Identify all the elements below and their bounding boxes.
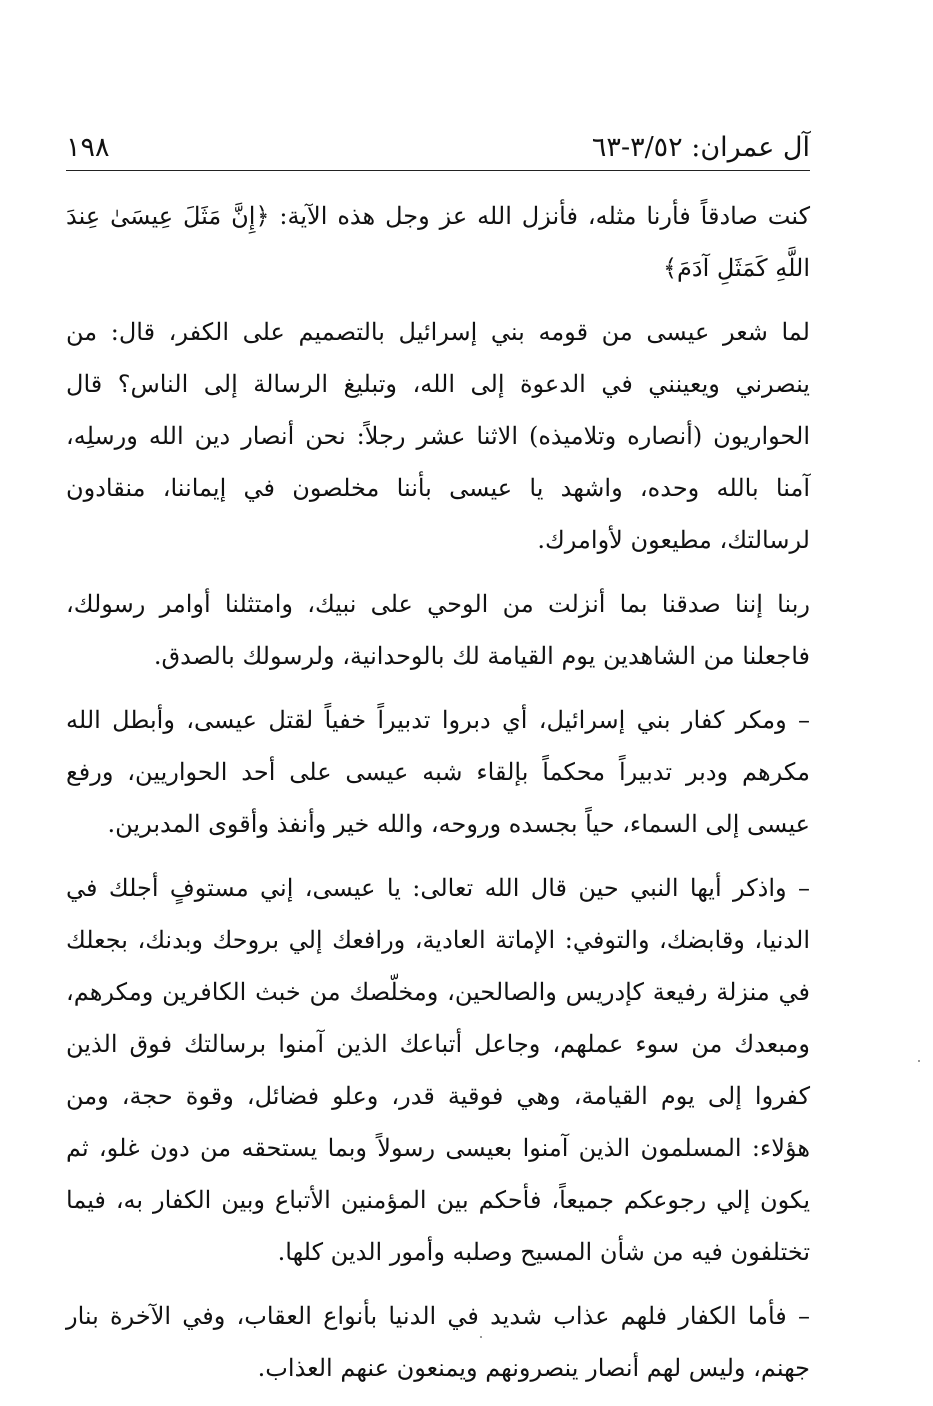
page-number: ١٩٨ bbox=[66, 132, 110, 163]
paragraph-prayer: ربنا إننا صدقنا بما أنزلت من الوحي على نبيك، وامتثلنا أوامر رسولك، فاجعلنا من الشاهدين يوم القيامة لك بالوحدانية، ولرسولك بالصدق. bbox=[66, 590, 810, 670]
page-body bbox=[66, 190, 810, 1406]
header-divider bbox=[66, 170, 810, 171]
scan-speck bbox=[918, 1060, 920, 1062]
paragraph-ascension: – واذكر أيها النبي حين قال الله تعالى: يا عيسى، إني مستوفٍ أجلك في الدنيا، وقابضك، والتوفي: الإماتة العادية، ورافعك إلي بروحك وبدنك، بجعلك في منزلة رفيعة كإدريس والصالحين، ومخلّصك من خبث الكافرين ومكرهم، ومبعدك من سوء عملهم، وجاعل أتباعك الذين آمنوا برسالتك فوق الذين كفروا إلى يوم القيامة، وهي فوقية قدر، وعلو فضائل، وقوة حجة، ومن هؤلاء: المسلمون الذين آمنوا بعيسى رسولاً وبما يستحقه من دون غلو، ثم يكون إلي رجوعكم جميعاً، فأحكم بين المؤمنين الأتباع وبين الكفار به، فيما تختلفون فيه من شأن المسيح وصلبه وأمور الدين كلها. bbox=[66, 874, 810, 1266]
scan-speck bbox=[480, 1336, 482, 1338]
paragraph-disciples: لما شعر عيسى من قومه بني إسرائيل بالتصميم على الكفر، قال: من ينصرني ويعينني في الدعوة إلى الله، وتبليغ الرسالة إلى الناس؟ قال الحواريون (أنصاره وتلاميذه) الاثنا عشر رجلاً: نحن أنصار دين الله ورسلِه، آمنا بالله وحده، واشهد يا عيسى بأننا مخلصون في إيماننا، منقادون لرسالتك، مطيعون لأوامرك. bbox=[66, 318, 811, 554]
paragraph-plot: – ومكر كفار بني إسرائيل، أي دبروا تدبيراً خفياً لقتل عيسى، وأبطل الله مكرهم ودبر تدبيراً محكماً بإلقاء شبه عيسى على أحد الحواريين، ورفع عيسى إلى السماء، حياً بجسده وروحه، والله خير وأنفذ وأقوى المدبرين. bbox=[66, 706, 810, 838]
page-header bbox=[66, 130, 810, 170]
running-title: آل عمران: ٣/٥٢-٦٣ bbox=[591, 132, 810, 163]
paragraph-punishment: – فأما الكفار فلهم عذاب شديد في الدنيا بأنواع العقاب، وفي الآخرة بنار جهنم، وليس لهم أنصار ينصرونهم ويمنعون عنهم العذاب. bbox=[66, 1302, 810, 1382]
paragraph-quran-verse: كنت صادقاً فأرنا مثله، فأنزل الله عز وجل هذه الآية: ﴿إِنَّ مَثَلَ عِيسَىٰ عِندَ اللَّهِ كَمَثَلِ آدَمَ﴾ bbox=[66, 202, 811, 282]
